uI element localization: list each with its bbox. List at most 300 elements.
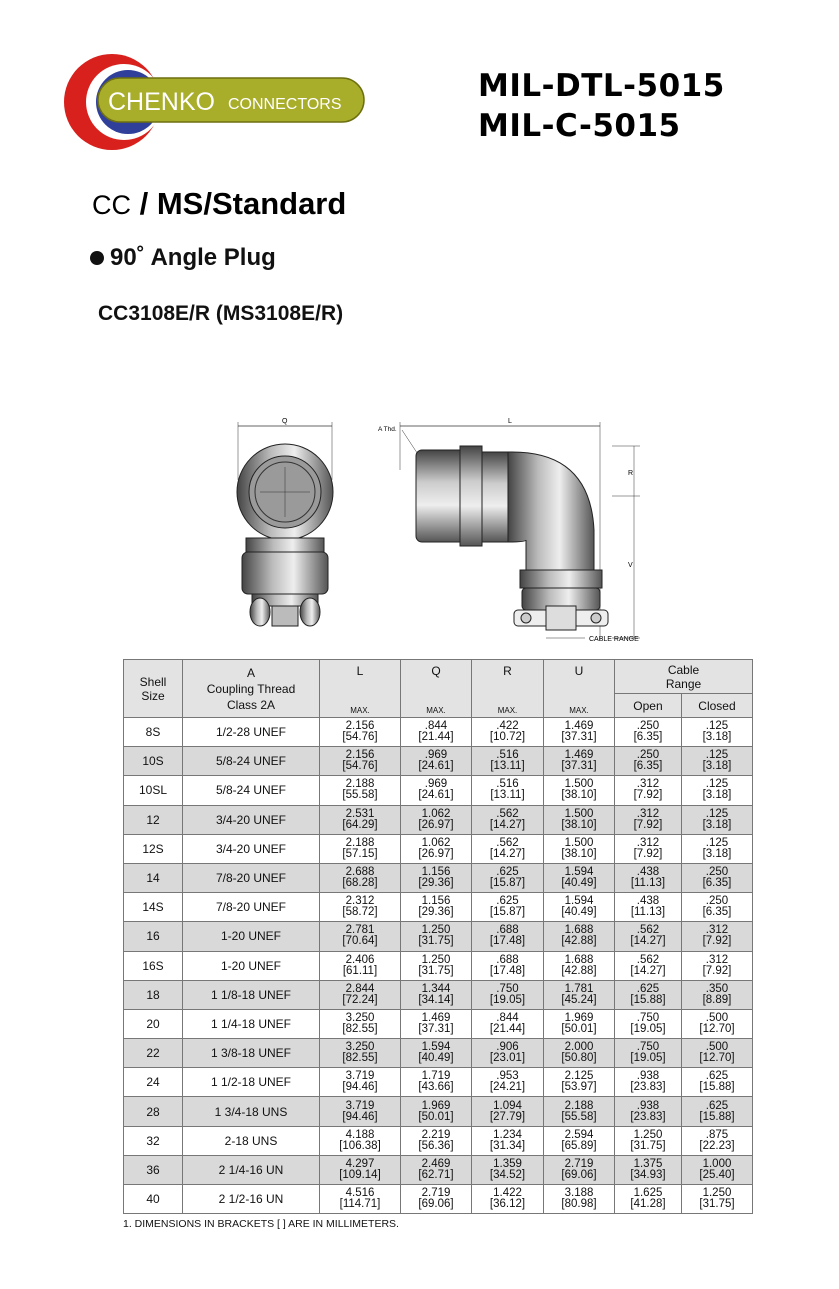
inch-value: .625	[636, 982, 660, 995]
mm-value: [15.88]	[699, 1110, 735, 1123]
inch-value: .125	[705, 836, 729, 849]
dim-q-cell	[401, 863, 472, 892]
inch-value: 1.094	[493, 1099, 522, 1112]
inch-value: .500	[705, 1041, 729, 1054]
header-l: L MAX.	[320, 660, 401, 718]
dim-open-cell	[615, 980, 682, 1009]
mm-value: [17.48]	[489, 964, 526, 977]
connector-drawing	[220, 410, 660, 650]
dim-l-cell	[320, 1009, 401, 1038]
coupling-thread-cell: 7/8-20 UNEF	[183, 863, 320, 892]
inch-value: 1.375	[633, 1157, 663, 1170]
inch-value: .516	[496, 778, 519, 791]
dim-closed-cell	[681, 893, 752, 922]
mm-value: [94.46]	[342, 1081, 378, 1094]
dim-q-cell	[401, 893, 472, 922]
mm-value: [23.83]	[630, 1081, 666, 1094]
inch-value: 2.188	[345, 778, 375, 791]
mm-value: [29.36]	[418, 877, 454, 890]
inch-value: 2.781	[345, 924, 375, 937]
inch-value: .312	[636, 778, 660, 791]
mm-value: [13.11]	[490, 789, 525, 802]
mm-value: [38.10]	[561, 789, 597, 802]
inch-value: 1.062	[421, 807, 451, 820]
coupling-thread-cell: 1 1/8-18 UNEF	[183, 980, 320, 1009]
inch-value: 2.125	[564, 1070, 594, 1083]
mm-value: [36.12]	[489, 1198, 526, 1211]
dim-r-cell	[472, 834, 544, 863]
dim-u-cell	[544, 1126, 615, 1155]
dim-l-cell	[320, 1126, 401, 1155]
mm-value: [109.14]	[339, 1168, 381, 1181]
inch-value: .312	[705, 953, 729, 966]
series-separator: /	[131, 186, 157, 221]
inch-value: .750	[496, 982, 519, 995]
inch-value: .125	[705, 720, 729, 733]
mm-value: [14.27]	[489, 818, 526, 831]
table-row	[124, 776, 753, 805]
dim-u-cell	[544, 776, 615, 805]
mm-value: [25.40]	[699, 1168, 735, 1181]
dim-r-cell	[472, 1039, 544, 1068]
shell-size-cell: 40	[124, 1185, 183, 1214]
mm-value: [19.05]	[630, 1052, 666, 1065]
mm-value: [54.76]	[342, 731, 378, 744]
dim-l-cell	[320, 1039, 401, 1068]
table-row	[124, 1126, 753, 1155]
inch-value: .438	[636, 895, 660, 908]
mm-value: [15.88]	[699, 1081, 735, 1094]
coupling-thread-cell: 1 1/2-18 UNEF	[183, 1068, 320, 1097]
dim-q-cell	[401, 1039, 472, 1068]
dim-l-cell	[320, 718, 401, 747]
dim-r-cell	[472, 1185, 544, 1214]
coupling-thread-cell: 1-20 UNEF	[183, 922, 320, 951]
dim-closed-cell	[681, 1097, 752, 1126]
logo-brand: CHENKO	[108, 88, 215, 116]
inch-value: 2.312	[345, 895, 375, 908]
coupling-thread-cell: 5/8-24 UNEF	[183, 747, 320, 776]
dim-q-cell	[401, 747, 472, 776]
coupling-thread-cell: 1 3/4-18 UNS	[183, 1097, 320, 1126]
header-open: Open	[615, 694, 682, 718]
inch-value: .312	[705, 924, 729, 937]
dim-l-cell	[320, 863, 401, 892]
mm-value: [42.88]	[561, 935, 597, 948]
dim-r-cell	[472, 1097, 544, 1126]
dim-u-cell	[544, 1039, 615, 1068]
dim-label-cable: CABLE RANGE	[589, 636, 639, 643]
inch-value: 1.000	[702, 1157, 732, 1170]
dim-l-cell	[320, 776, 401, 805]
table-row	[124, 922, 753, 951]
mm-value: [26.97]	[418, 847, 454, 860]
mm-value: [8.89]	[702, 993, 732, 1006]
shell-size-cell: 8S	[124, 718, 183, 747]
inch-value: .312	[636, 807, 660, 820]
table-row	[124, 805, 753, 834]
header-r: R MAX.	[472, 660, 544, 718]
dim-q-cell	[401, 1155, 472, 1184]
dim-q-cell	[401, 718, 472, 747]
table-row	[124, 893, 753, 922]
inch-value: .250	[636, 720, 660, 733]
dim-u-cell	[544, 922, 615, 951]
dim-q-cell	[401, 980, 472, 1009]
inch-value: .844	[424, 720, 448, 733]
inch-value: 2.469	[421, 1157, 451, 1170]
coupling-thread-cell: 1 3/8-18 UNEF	[183, 1039, 320, 1068]
dim-u-cell	[544, 893, 615, 922]
inch-value: 1.469	[564, 720, 594, 733]
shell-size-cell: 10S	[124, 747, 183, 776]
coupling-thread-cell: 3/4-20 UNEF	[183, 834, 320, 863]
inch-value: 2.219	[421, 1128, 451, 1141]
dim-closed-cell	[681, 718, 752, 747]
inch-value: 3.719	[345, 1070, 375, 1083]
dim-open-cell	[615, 1009, 682, 1038]
series-heading	[92, 186, 346, 222]
mm-value: [65.89]	[561, 1139, 597, 1152]
inch-value: .953	[496, 1070, 519, 1083]
dim-closed-cell	[681, 1155, 752, 1184]
inch-value: 1.781	[564, 982, 594, 995]
mm-value: [27.79]	[489, 1110, 526, 1123]
dim-closed-cell	[681, 834, 752, 863]
inch-value: 1.062	[421, 836, 451, 849]
shell-size-cell: 16S	[124, 951, 183, 980]
mm-value: [64.29]	[342, 818, 378, 831]
header-q: Q MAX.	[401, 660, 472, 718]
mm-value: [15.87]	[489, 877, 526, 890]
dim-q-cell	[401, 834, 472, 863]
coupling-thread-cell: 2 1/2-16 UN	[183, 1185, 320, 1214]
dim-label-v: V	[628, 562, 633, 569]
dim-open-cell	[615, 951, 682, 980]
dimensions-table	[123, 659, 753, 1214]
inch-value: 1.250	[421, 924, 451, 937]
dim-label-q: Q	[282, 418, 288, 425]
dim-open-cell	[615, 1126, 682, 1155]
shell-size-cell: 36	[124, 1155, 183, 1184]
dim-l-cell	[320, 1185, 401, 1214]
mm-value: [61.11]	[342, 964, 378, 977]
inch-value: 1.688	[564, 953, 594, 966]
inch-value: 2.000	[564, 1041, 594, 1054]
dim-open-cell	[615, 1155, 682, 1184]
mm-value: [7.92]	[633, 818, 663, 831]
inch-value: .312	[636, 836, 660, 849]
dim-label-a: A Thd.	[378, 426, 397, 433]
shell-size-cell: 12S	[124, 834, 183, 863]
dim-closed-cell	[681, 1039, 752, 1068]
dim-r-cell	[472, 718, 544, 747]
inch-value: 3.719	[345, 1099, 375, 1112]
mm-value: [55.58]	[342, 789, 378, 802]
mm-value: [55.58]	[561, 1110, 597, 1123]
mm-value: [69.06]	[418, 1198, 454, 1211]
inch-value: 1.250	[702, 1187, 732, 1200]
inch-value: .250	[636, 749, 660, 762]
inch-value: .562	[496, 807, 519, 820]
inch-value: .516	[496, 749, 519, 762]
dim-q-cell	[401, 1009, 472, 1038]
table-row	[124, 834, 753, 863]
mm-value: [31.75]	[418, 964, 454, 977]
inch-value: 1.594	[564, 866, 594, 879]
series-name: MS/Standard	[156, 186, 347, 221]
dim-open-cell	[615, 747, 682, 776]
mm-value: [3.18]	[702, 731, 732, 744]
dim-open-cell	[615, 863, 682, 892]
dim-l-cell	[320, 834, 401, 863]
inch-value: .969	[424, 778, 448, 791]
dim-l-cell	[320, 747, 401, 776]
inch-value: 1.500	[564, 836, 594, 849]
product-heading	[90, 244, 276, 272]
mm-value: [54.76]	[342, 760, 378, 773]
dim-open-cell	[615, 805, 682, 834]
mm-value: [94.46]	[342, 1110, 378, 1123]
table-row	[124, 951, 753, 980]
header-u: U MAX.	[544, 660, 615, 718]
shell-size-cell: 20	[124, 1009, 183, 1038]
dim-l-cell	[320, 922, 401, 951]
inch-value: 3.188	[564, 1187, 594, 1200]
doc-title-secondary: MIL-C-5015	[478, 108, 681, 144]
mm-value: [114.71]	[339, 1198, 381, 1211]
shell-size-cell: 32	[124, 1126, 183, 1155]
mm-value: [7.92]	[633, 789, 663, 802]
mm-value: [34.14]	[418, 993, 454, 1006]
dim-label-r: R	[628, 470, 634, 477]
dim-l-cell	[320, 1097, 401, 1126]
inch-value: .422	[496, 720, 519, 733]
mm-value: [42.88]	[561, 964, 597, 977]
dim-q-cell	[401, 922, 472, 951]
mm-value: [7.92]	[702, 935, 732, 948]
mm-value: [17.48]	[489, 935, 526, 948]
document-titles	[478, 66, 725, 146]
dim-closed-cell	[681, 922, 752, 951]
mm-value: [58.72]	[342, 906, 378, 919]
coupling-thread-cell: 2-18 UNS	[183, 1126, 320, 1155]
inch-value: .562	[636, 953, 660, 966]
coupling-thread-cell: 7/8-20 UNEF	[183, 893, 320, 922]
shell-size-cell: 14	[124, 863, 183, 892]
inch-value: 1.594	[564, 895, 594, 908]
coupling-thread-cell: 1/2-28 UNEF	[183, 718, 320, 747]
mm-value: [82.55]	[342, 1022, 378, 1035]
inch-value: 1.969	[564, 1011, 594, 1024]
mm-value: [26.97]	[418, 818, 454, 831]
mm-value: [56.36]	[418, 1139, 454, 1152]
mm-value: [19.05]	[630, 1022, 666, 1035]
inch-value: 4.516	[345, 1187, 375, 1200]
mm-value: [106.38]	[339, 1139, 381, 1152]
dim-closed-cell	[681, 863, 752, 892]
inch-value: 2.531	[345, 807, 375, 820]
dim-r-cell	[472, 805, 544, 834]
dim-l-cell	[320, 805, 401, 834]
shell-size-cell: 16	[124, 922, 183, 951]
mm-value: [3.18]	[702, 818, 732, 831]
table-row	[124, 1068, 753, 1097]
dim-q-cell	[401, 1126, 472, 1155]
inch-value: 1.469	[421, 1011, 451, 1024]
dim-closed-cell	[681, 1068, 752, 1097]
inch-value: .562	[496, 836, 519, 849]
mm-value: [37.31]	[418, 1022, 454, 1035]
coupling-thread-cell: 2 1/4-16 UN	[183, 1155, 320, 1184]
dim-r-cell	[472, 1126, 544, 1155]
mm-value: [21.44]	[418, 731, 454, 744]
header-closed: Closed	[681, 694, 752, 718]
dim-closed-cell	[681, 1009, 752, 1038]
mm-value: [41.28]	[630, 1198, 666, 1211]
dim-q-cell	[401, 776, 472, 805]
dim-l-cell	[320, 951, 401, 980]
inch-value: 1.359	[493, 1157, 522, 1170]
inch-value: .250	[705, 866, 729, 879]
dim-open-cell	[615, 834, 682, 863]
inch-value: .969	[424, 749, 448, 762]
header-cable-range: Cable Range	[615, 660, 753, 694]
inch-value: 1.500	[564, 778, 594, 791]
inch-value: .125	[705, 778, 729, 791]
inch-value: 2.594	[564, 1128, 594, 1141]
mm-value: [68.28]	[342, 877, 378, 890]
mm-value: [40.49]	[561, 906, 597, 919]
inch-value: .625	[705, 1070, 729, 1083]
dim-l-cell	[320, 980, 401, 1009]
dim-q-cell	[401, 1097, 472, 1126]
dim-u-cell	[544, 834, 615, 863]
dim-l-cell	[320, 1155, 401, 1184]
mm-value: [43.66]	[418, 1081, 454, 1094]
dim-l-cell	[320, 1068, 401, 1097]
dim-u-cell	[544, 1009, 615, 1038]
dim-open-cell	[615, 1097, 682, 1126]
header-shell-size: Shell Size	[124, 660, 183, 718]
coupling-thread-cell: 5/8-24 UNEF	[183, 776, 320, 805]
dim-closed-cell	[681, 776, 752, 805]
dim-r-cell	[472, 1068, 544, 1097]
dim-l-cell	[320, 893, 401, 922]
mm-value: [23.01]	[489, 1052, 526, 1065]
inch-value: 2.188	[564, 1099, 594, 1112]
inch-value: 1.594	[421, 1041, 451, 1054]
inch-value: .625	[496, 895, 519, 908]
mm-value: [13.11]	[490, 760, 525, 773]
dim-closed-cell	[681, 747, 752, 776]
mm-value: [11.13]	[630, 877, 666, 890]
inch-value: 1.156	[421, 866, 451, 879]
product-name: 90˚ Angle Plug	[110, 244, 276, 271]
inch-value: 1.469	[564, 749, 594, 762]
mm-value: [7.92]	[702, 964, 732, 977]
coupling-thread-cell: 1 1/4-18 UNEF	[183, 1009, 320, 1038]
dim-r-cell	[472, 776, 544, 805]
dim-closed-cell	[681, 980, 752, 1009]
coupling-thread-cell: 3/4-20 UNEF	[183, 805, 320, 834]
mm-value: [10.72]	[489, 731, 526, 744]
dim-r-cell	[472, 980, 544, 1009]
mm-value: [6.35]	[633, 760, 663, 773]
inch-value: .938	[636, 1070, 660, 1083]
footnote: 1. DIMENSIONS IN BRACKETS [ ] ARE IN MILLIMETERS.	[123, 1218, 399, 1230]
inch-value: .688	[496, 924, 519, 937]
shell-size-cell: 10SL	[124, 776, 183, 805]
mm-value: [15.87]	[489, 906, 526, 919]
table-row	[124, 863, 753, 892]
dim-closed-cell	[681, 1126, 752, 1155]
mm-value: [31.75]	[699, 1198, 735, 1211]
inch-value: .500	[705, 1011, 729, 1024]
mm-value: [12.70]	[699, 1052, 735, 1065]
coupling-thread-cell: 1-20 UNEF	[183, 951, 320, 980]
doc-title-primary: MIL-DTL-5015	[478, 68, 725, 104]
dim-u-cell	[544, 951, 615, 980]
inch-value: 1.250	[633, 1128, 663, 1141]
inch-value: .688	[496, 953, 519, 966]
shell-size-cell: 24	[124, 1068, 183, 1097]
mm-value: [31.34]	[489, 1139, 526, 1152]
dim-q-cell	[401, 1068, 472, 1097]
inch-value: .562	[636, 924, 660, 937]
dim-r-cell	[472, 1155, 544, 1184]
shell-size-cell: 28	[124, 1097, 183, 1126]
mm-value: [7.92]	[633, 847, 663, 860]
inch-value: 4.188	[345, 1128, 375, 1141]
part-number: CC3108E/R (MS3108E/R)	[98, 302, 344, 325]
mm-value: [38.10]	[561, 818, 597, 831]
dim-r-cell	[472, 922, 544, 951]
logo-subtitle: CONNECTORS	[228, 96, 342, 113]
table-row	[124, 1097, 753, 1126]
inch-value: 1.719	[421, 1070, 451, 1083]
mm-value: [24.61]	[418, 789, 454, 802]
inch-value: 1.625	[633, 1187, 663, 1200]
inch-value: .125	[705, 749, 729, 762]
table-row	[124, 718, 753, 747]
series-prefix: CC	[92, 190, 131, 220]
inch-value: .750	[636, 1011, 660, 1024]
dim-closed-cell	[681, 951, 752, 980]
mm-value: [29.36]	[418, 906, 454, 919]
dim-r-cell	[472, 747, 544, 776]
dim-open-cell	[615, 1039, 682, 1068]
mm-value: [34.52]	[489, 1168, 526, 1181]
inch-value: 1.969	[421, 1099, 451, 1112]
table-row	[124, 747, 753, 776]
inch-value: .875	[705, 1128, 729, 1141]
table-row	[124, 1039, 753, 1068]
mm-value: [31.75]	[418, 935, 454, 948]
inch-value: .750	[636, 1041, 660, 1054]
mm-value: [37.31]	[561, 731, 597, 744]
inch-value: 2.406	[345, 953, 375, 966]
inch-value: .938	[636, 1099, 660, 1112]
mm-value: [6.35]	[702, 877, 732, 890]
mm-value: [19.05]	[489, 993, 526, 1006]
dim-q-cell	[401, 951, 472, 980]
mm-value: [34.93]	[630, 1168, 666, 1181]
mm-value: [70.64]	[342, 935, 378, 948]
inch-value: 1.250	[421, 953, 451, 966]
mm-value: [50.80]	[561, 1052, 597, 1065]
inch-value: .625	[496, 866, 519, 879]
